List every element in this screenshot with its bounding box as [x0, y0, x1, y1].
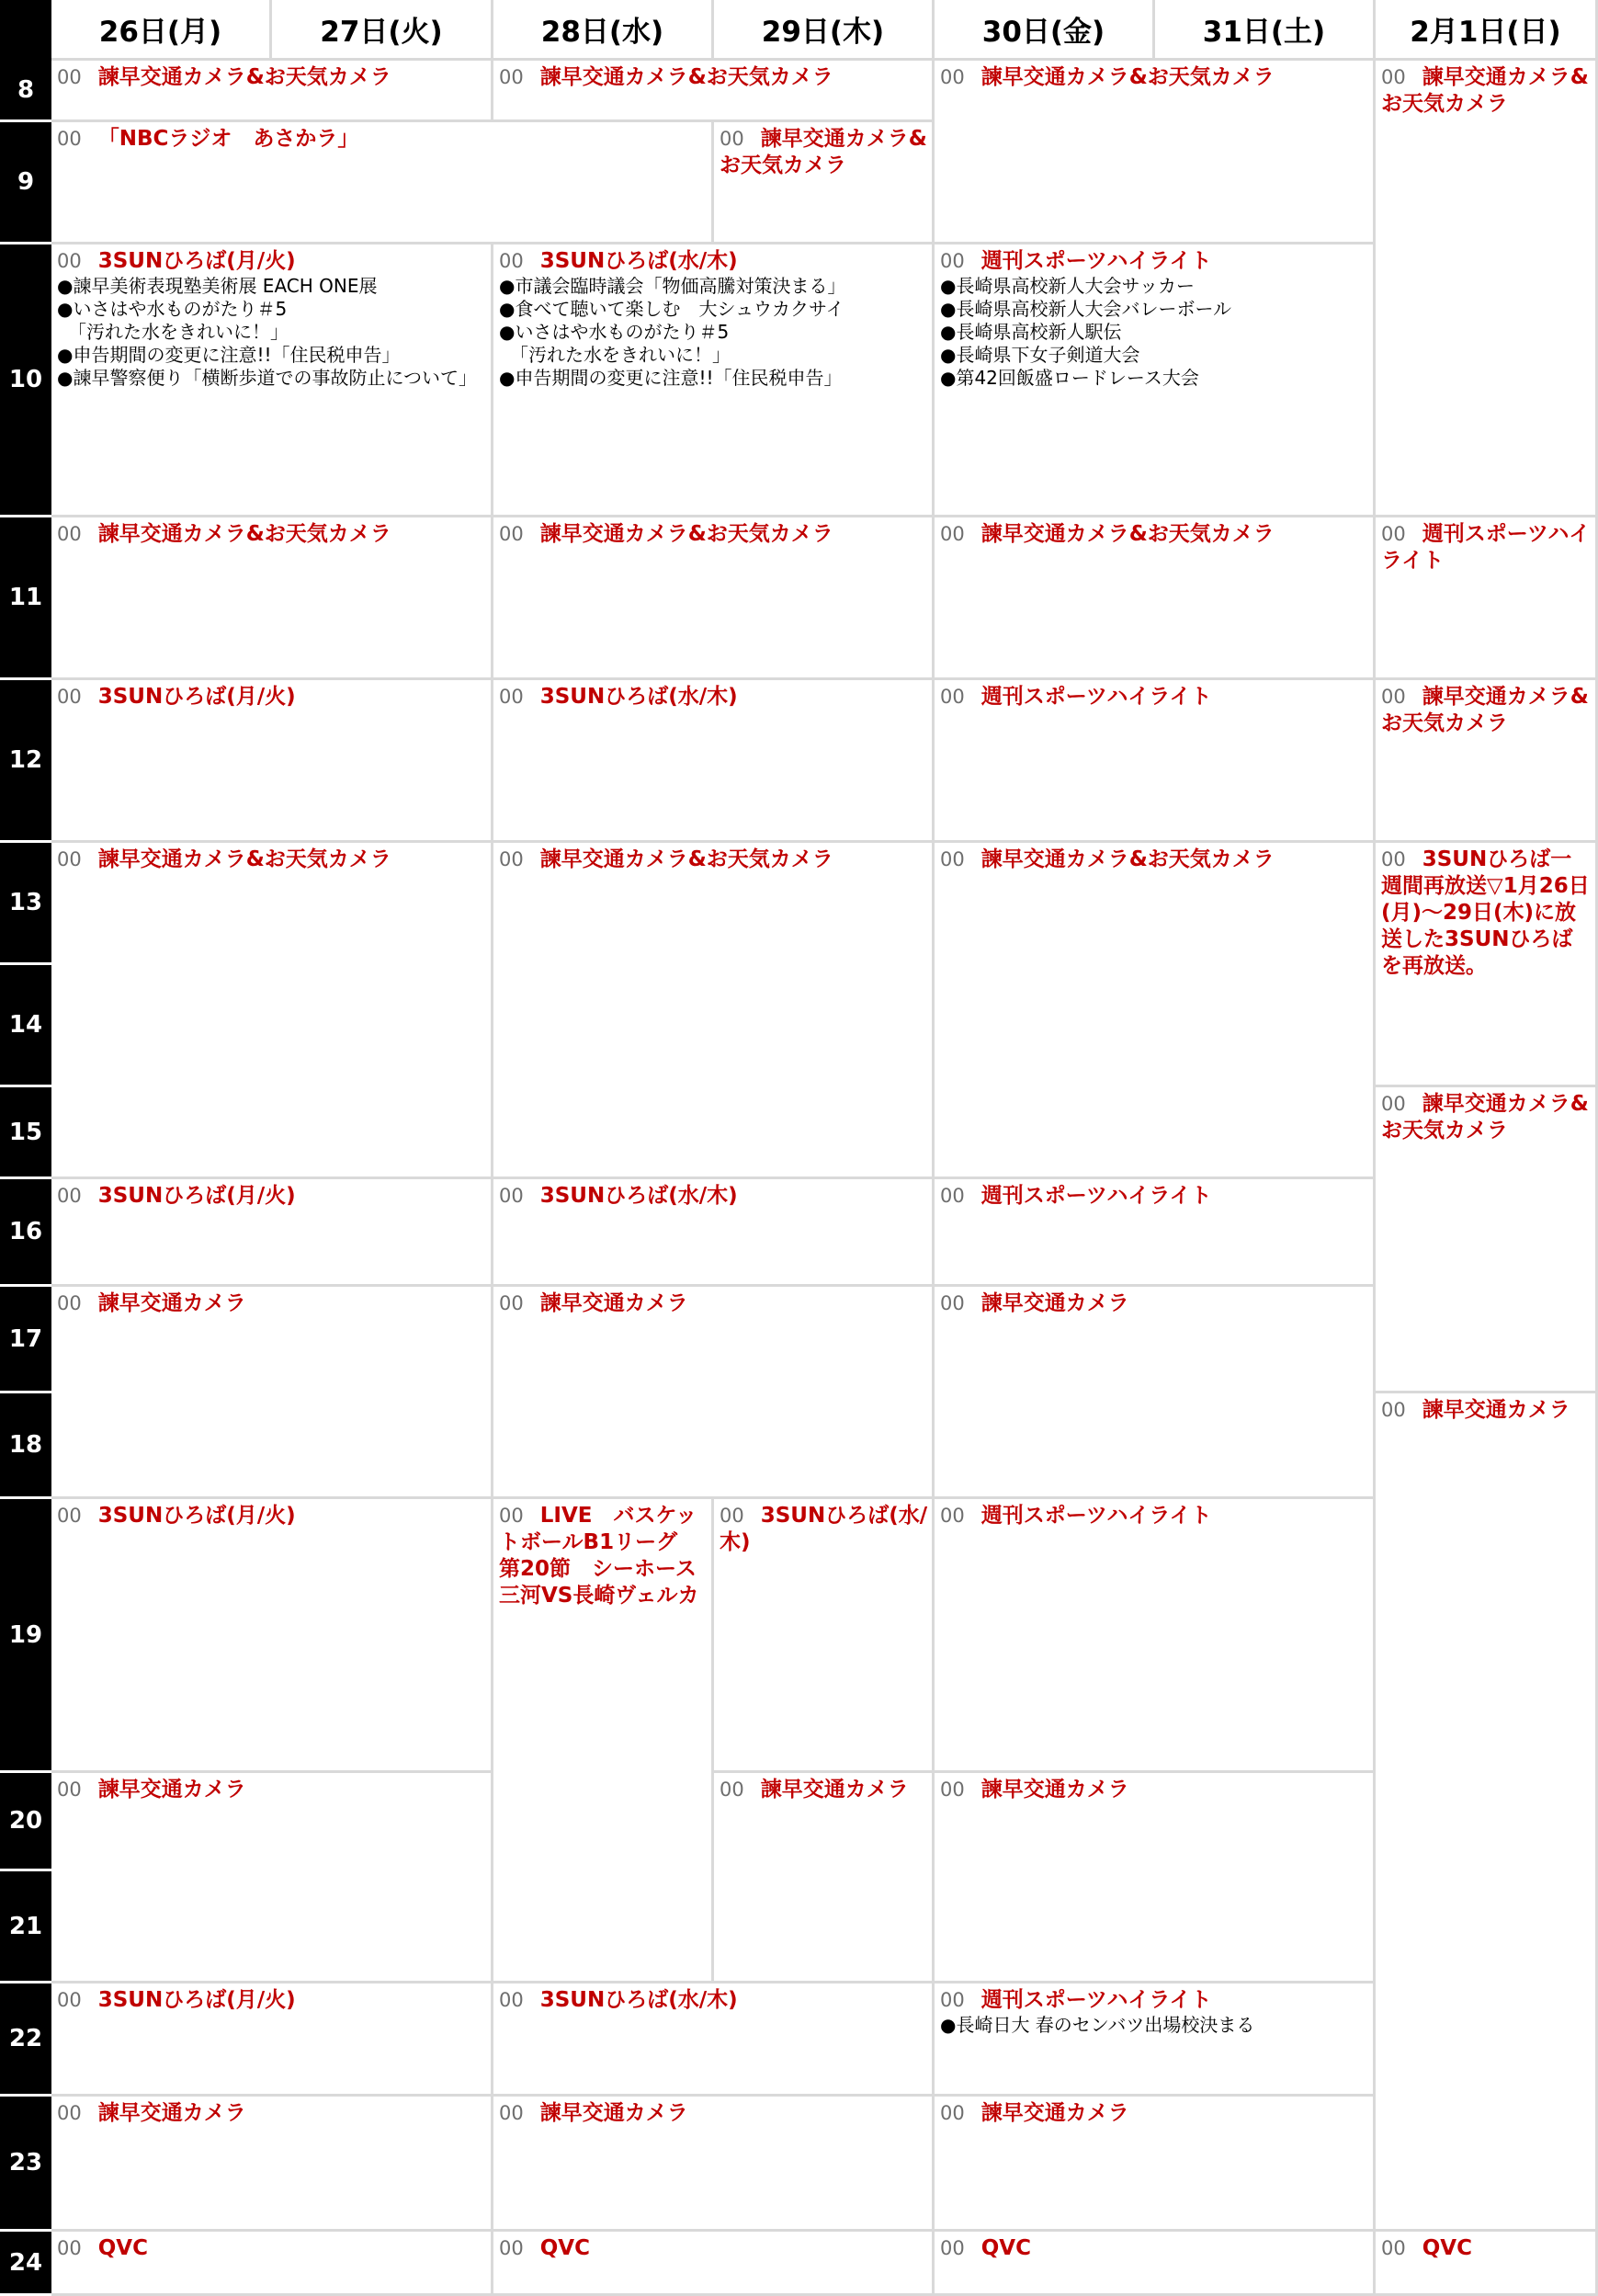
- program-detail: 「汚れた水をきれいに！」: [510, 344, 731, 366]
- hour-label: 21: [0, 1871, 51, 1983]
- hour-label: 12: [0, 680, 51, 843]
- program-minute: 00: [1381, 1093, 1406, 1115]
- program-cell[interactable]: [935, 1287, 1376, 1499]
- program-cell[interactable]: [935, 61, 1376, 244]
- program-cell[interactable]: [493, 244, 935, 517]
- program-title-line: [1381, 2235, 1592, 2262]
- program-cell[interactable]: [51, 1499, 493, 1773]
- program-detail: ●いさはや水ものがたり＃5: [499, 321, 730, 343]
- program-cell[interactable]: [1376, 843, 1598, 1087]
- program-minute: 00: [499, 66, 524, 88]
- program-title-line: [940, 2235, 1369, 2262]
- program-minute: 00: [499, 686, 524, 708]
- program-title-line: [499, 2100, 928, 2127]
- program-detail: ●申告期間の変更に注意!!「住民税申告」: [57, 344, 401, 366]
- day-header: 27日(火): [272, 0, 493, 61]
- hour-label: 17: [0, 1287, 51, 1393]
- hour-label: 20: [0, 1773, 51, 1871]
- program-title-line: [499, 248, 928, 275]
- program-title: 諫早交通カメラ: [97, 1291, 246, 1315]
- program-minute: 00: [57, 128, 82, 150]
- program-minute: 00: [1381, 848, 1406, 870]
- program-minute: 00: [499, 250, 524, 272]
- program-title: 週刊スポーツハイライト: [980, 1988, 1212, 2012]
- program-title-line: [499, 521, 928, 548]
- program-cell[interactable]: [935, 2097, 1376, 2232]
- program-detail: ●長崎日大 春のセンバツ出場校決まる: [940, 2014, 1255, 2036]
- program-title-line: [499, 2235, 928, 2262]
- program-cell[interactable]: [51, 1287, 493, 1499]
- hour-label: 10: [0, 244, 51, 517]
- day-header: 2月1日(日): [1376, 0, 1598, 61]
- program-title-line: [940, 2100, 1369, 2127]
- program-cell[interactable]: [1376, 61, 1598, 517]
- program-cell[interactable]: [493, 1179, 935, 1287]
- program-title: 週刊スポーツハイライト: [980, 1184, 1212, 1208]
- hour-label: 18: [0, 1393, 51, 1499]
- program-title: 諫早交通カメラ: [980, 1778, 1129, 1802]
- day-header: 31日(土): [1155, 0, 1376, 61]
- program-detail: ●長崎県高校新人大会バレーボール: [940, 298, 1232, 320]
- program-cell[interactable]: [493, 843, 935, 1179]
- program-cell[interactable]: [51, 1773, 493, 1983]
- program-title-line: [57, 64, 487, 91]
- program-cell[interactable]: [1376, 680, 1598, 843]
- program-detail: ●食べて聴いて楽しむ 大シュウカクサイ: [499, 298, 844, 320]
- program-title: 諫早交通カメラ: [980, 2101, 1129, 2125]
- program-minute: 00: [57, 2102, 82, 2124]
- program-title: LIVE バスケットボールB1リーグ 第20節 シーホース三河VS長崎ヴェルカ: [499, 1504, 699, 1608]
- hour-label: 9: [0, 122, 51, 244]
- program-title-line: [499, 1290, 928, 1317]
- program-cell[interactable]: [51, 122, 714, 244]
- program-title-line: [940, 1183, 1369, 1210]
- program-cell[interactable]: [51, 680, 493, 843]
- program-title: 諫早交通カメラ&お天気カメラ: [97, 65, 391, 89]
- program-detail: ●長崎県高校新人駅伝: [940, 321, 1122, 343]
- program-detail: ●第42回飯盛ロードレース大会: [940, 367, 1199, 389]
- program-minute: 00: [940, 686, 965, 708]
- program-cell[interactable]: [493, 2097, 935, 2232]
- program-minute: 00: [940, 523, 965, 545]
- program-cell[interactable]: [493, 517, 935, 680]
- program-title: 諫早交通カメラ&お天気カメラ: [980, 65, 1275, 89]
- program-cell[interactable]: [493, 2232, 935, 2296]
- program-cell[interactable]: [1376, 1393, 1598, 2232]
- program-title: 3SUNひろば(月/火): [97, 1504, 296, 1528]
- hour-label: 22: [0, 1983, 51, 2097]
- program-minute: 00: [57, 1505, 82, 1527]
- program-minute: 00: [57, 1292, 82, 1314]
- program-title: 3SUNひろば(水/木): [539, 685, 738, 709]
- program-cell[interactable]: [714, 1499, 935, 1773]
- program-minute: 00: [57, 523, 82, 545]
- program-minute: 00: [57, 2237, 82, 2259]
- program-minute: 00: [720, 128, 744, 150]
- program-title-line: [57, 1503, 487, 1529]
- program-title: 諫早交通カメラ: [980, 1291, 1129, 1315]
- day-header: 30日(金): [935, 0, 1155, 61]
- hour-label: 8: [0, 61, 51, 122]
- program-title-line: [720, 1503, 928, 1556]
- program-minute: 00: [940, 1185, 965, 1207]
- program-title-line: [1381, 521, 1592, 574]
- program-title-line: [940, 1777, 1369, 1803]
- program-minute: 00: [499, 2237, 524, 2259]
- program-title: QVC: [1422, 2236, 1472, 2260]
- header-corner: [0, 0, 51, 61]
- program-detail: ●市議会臨時議会「物価高騰対策決まる」: [499, 275, 846, 297]
- program-cell[interactable]: [51, 843, 493, 1179]
- program-title: 諫早交通カメラ&お天気カメラ: [1381, 1092, 1589, 1142]
- program-cell[interactable]: [935, 1983, 1376, 2097]
- program-title: 3SUNひろば(月/火): [97, 685, 296, 709]
- program-title-line: [57, 521, 487, 548]
- program-detail: ●いさはや水ものがたり＃5: [57, 298, 288, 320]
- program-minute: 00: [940, 1505, 965, 1527]
- program-title-line: [720, 1777, 928, 1803]
- program-title: 諫早交通カメラ&お天気カメラ: [1381, 685, 1589, 735]
- program-minute: 00: [940, 1779, 965, 1801]
- program-minute: 00: [499, 1185, 524, 1207]
- program-cell[interactable]: [51, 1179, 493, 1287]
- program-title-line: [57, 1777, 487, 1803]
- day-header: 26日(月): [51, 0, 272, 61]
- program-title-line: [940, 64, 1369, 91]
- program-title-line: [57, 1183, 487, 1210]
- program-cell[interactable]: [714, 1773, 935, 1983]
- program-title: 週刊スポーツハイライト: [1381, 522, 1591, 573]
- program-minute: 00: [1381, 2237, 1406, 2259]
- program-minute: 00: [57, 250, 82, 272]
- program-detail: ●長崎県高校新人大会サッカー: [940, 275, 1196, 297]
- program-cell[interactable]: [51, 244, 493, 517]
- program-minute: 00: [940, 250, 965, 272]
- program-minute: 00: [499, 848, 524, 870]
- program-title-line: [57, 126, 708, 153]
- program-cell[interactable]: [935, 1773, 1376, 1983]
- program-title: 3SUNひろば(月/火): [97, 1184, 296, 1208]
- program-title: 諫早交通カメラ: [1422, 1398, 1570, 1422]
- program-minute: 00: [1381, 66, 1406, 88]
- hour-label: 15: [0, 1087, 51, 1179]
- program-cell[interactable]: [935, 517, 1376, 680]
- program-minute: 00: [940, 1989, 965, 2011]
- program-minute: 00: [1381, 686, 1406, 708]
- program-minute: 00: [940, 1292, 965, 1314]
- program-detail: 「汚れた水をきれいに！」: [68, 321, 289, 343]
- program-cell[interactable]: [493, 680, 935, 843]
- program-title-line: [499, 64, 928, 91]
- program-title-line: [499, 847, 928, 873]
- program-minute: 00: [57, 1779, 82, 1801]
- program-minute: 00: [940, 2102, 965, 2124]
- program-cell[interactable]: [714, 122, 935, 244]
- program-title-line: [57, 2235, 487, 2262]
- program-title: QVC: [980, 2236, 1031, 2260]
- program-cell[interactable]: [51, 517, 493, 680]
- program-title: 週刊スポーツハイライト: [980, 685, 1212, 709]
- hour-label: 13: [0, 843, 51, 965]
- program-title: 3SUNひろば(水/木): [539, 249, 738, 273]
- program-minute: 00: [940, 66, 965, 88]
- program-title-line: [940, 248, 1369, 275]
- program-detail: ●申告期間の変更に注意!!「住民税申告」: [499, 367, 843, 389]
- program-cell[interactable]: [935, 244, 1376, 517]
- program-minute: 00: [499, 1292, 524, 1314]
- program-title: 3SUNひろば(水/木): [539, 1988, 738, 2012]
- program-title-line: [940, 1987, 1369, 2014]
- hour-label: 11: [0, 517, 51, 680]
- program-minute: 00: [720, 1505, 744, 1527]
- program-title: 諫早交通カメラ: [97, 1778, 246, 1802]
- program-detail: ●諫早美術表現塾美術展 EACH ONE展: [57, 275, 378, 297]
- hour-label: 16: [0, 1179, 51, 1287]
- program-minute: 00: [499, 2102, 524, 2124]
- program-cell[interactable]: [935, 1499, 1376, 1773]
- program-title: 3SUNひろば一週間再放送▽1月26日(月)～29日(木)に放送した3SUNひろばを再放送。: [1381, 847, 1590, 978]
- program-cell[interactable]: [51, 61, 493, 122]
- program-title: 諫早交通カメラ: [760, 1778, 909, 1802]
- program-title: 諫早交通カメラ: [97, 2101, 246, 2125]
- program-cell[interactable]: [1376, 1087, 1598, 1393]
- program-title: QVC: [97, 2236, 148, 2260]
- hour-label: 19: [0, 1499, 51, 1773]
- program-minute: 00: [499, 523, 524, 545]
- hour-label: 23: [0, 2097, 51, 2232]
- program-title-line: [1381, 1091, 1592, 1144]
- program-minute: 00: [1381, 1399, 1406, 1421]
- program-title: 3SUNひろば(水/木): [539, 1184, 738, 1208]
- program-title-line: [1381, 684, 1592, 737]
- program-title: 「NBCラジオ あさかラ」: [97, 127, 359, 151]
- program-minute: 00: [57, 1185, 82, 1207]
- hour-label: 14: [0, 965, 51, 1087]
- program-title: 諫早交通カメラ&お天気カメラ: [720, 127, 927, 177]
- program-cell[interactable]: [1376, 517, 1598, 680]
- program-title-line: [57, 847, 487, 873]
- program-minute: 00: [57, 848, 82, 870]
- program-minute: 00: [57, 1989, 82, 2011]
- program-cell[interactable]: [51, 2097, 493, 2232]
- program-minute: 00: [57, 66, 82, 88]
- program-title: 諫早交通カメラ: [539, 1291, 688, 1315]
- program-minute: 00: [940, 2237, 965, 2259]
- program-minute: 00: [499, 1505, 524, 1527]
- program-minute: 00: [499, 1989, 524, 2011]
- program-title: QVC: [539, 2236, 590, 2260]
- program-cell[interactable]: [51, 2232, 493, 2296]
- program-title-line: [57, 1290, 487, 1317]
- program-detail: ●長崎県下女子剣道大会: [940, 344, 1140, 366]
- program-title: 諫早交通カメラ&お天気カメラ: [1381, 65, 1589, 116]
- program-title: 諫早交通カメラ: [539, 2101, 688, 2125]
- program-cell[interactable]: [493, 1983, 935, 2097]
- program-title: 諫早交通カメラ&お天気カメラ: [97, 522, 391, 546]
- program-cell[interactable]: [493, 1287, 935, 1499]
- program-title-line: [1381, 64, 1592, 118]
- program-title-line: [940, 847, 1369, 873]
- program-title: 諫早交通カメラ&お天気カメラ: [539, 522, 833, 546]
- program-cell[interactable]: [51, 1983, 493, 2097]
- program-cell[interactable]: [935, 680, 1376, 843]
- program-title-line: [1381, 1397, 1592, 1424]
- program-cell[interactable]: [1376, 2232, 1598, 2296]
- program-title: 諫早交通カメラ&お天気カメラ: [539, 847, 833, 871]
- program-title-line: [499, 1987, 928, 2014]
- program-title: 諫早交通カメラ&お天気カメラ: [980, 847, 1275, 871]
- program-title: 3SUNひろば(月/火): [97, 249, 296, 273]
- hour-label: 24: [0, 2232, 51, 2296]
- program-title-line: [57, 1987, 487, 2014]
- program-title-line: [1381, 847, 1592, 980]
- program-title: 諫早交通カメラ&お天気カメラ: [980, 522, 1275, 546]
- program-minute: 00: [1381, 523, 1406, 545]
- program-title-line: [499, 1503, 708, 1609]
- program-title-line: [720, 126, 928, 179]
- program-title: 週刊スポーツハイライト: [980, 1504, 1212, 1528]
- program-title-line: [57, 248, 487, 275]
- program-title: 週刊スポーツハイライト: [980, 249, 1212, 273]
- program-title-line: [940, 1290, 1369, 1317]
- program-title: 諫早交通カメラ&お天気カメラ: [97, 847, 391, 871]
- program-title-line: [499, 684, 928, 710]
- program-title: 3SUNひろば(水/木): [720, 1504, 928, 1554]
- program-minute: 00: [57, 686, 82, 708]
- program-detail: ●諫早警察便り「横断歩道での事故防止について」: [57, 367, 478, 389]
- program-cell[interactable]: [493, 1499, 714, 1983]
- program-minute: 00: [720, 1779, 744, 1801]
- program-title-line: [57, 684, 487, 710]
- program-cell[interactable]: [493, 61, 935, 122]
- program-cell[interactable]: [935, 1179, 1376, 1287]
- program-title-line: [499, 1183, 928, 1210]
- program-title-line: [57, 2100, 487, 2127]
- program-title: 諫早交通カメラ&お天気カメラ: [539, 65, 833, 89]
- program-title-line: [940, 684, 1369, 710]
- program-minute: 00: [940, 848, 965, 870]
- day-header: 29日(木): [714, 0, 935, 61]
- program-cell[interactable]: [935, 2232, 1376, 2296]
- program-title-line: [940, 1503, 1369, 1529]
- program-cell[interactable]: [935, 843, 1376, 1179]
- program-title: 3SUNひろば(月/火): [97, 1988, 296, 2012]
- program-title-line: [940, 521, 1369, 548]
- day-header: 28日(水): [493, 0, 714, 61]
